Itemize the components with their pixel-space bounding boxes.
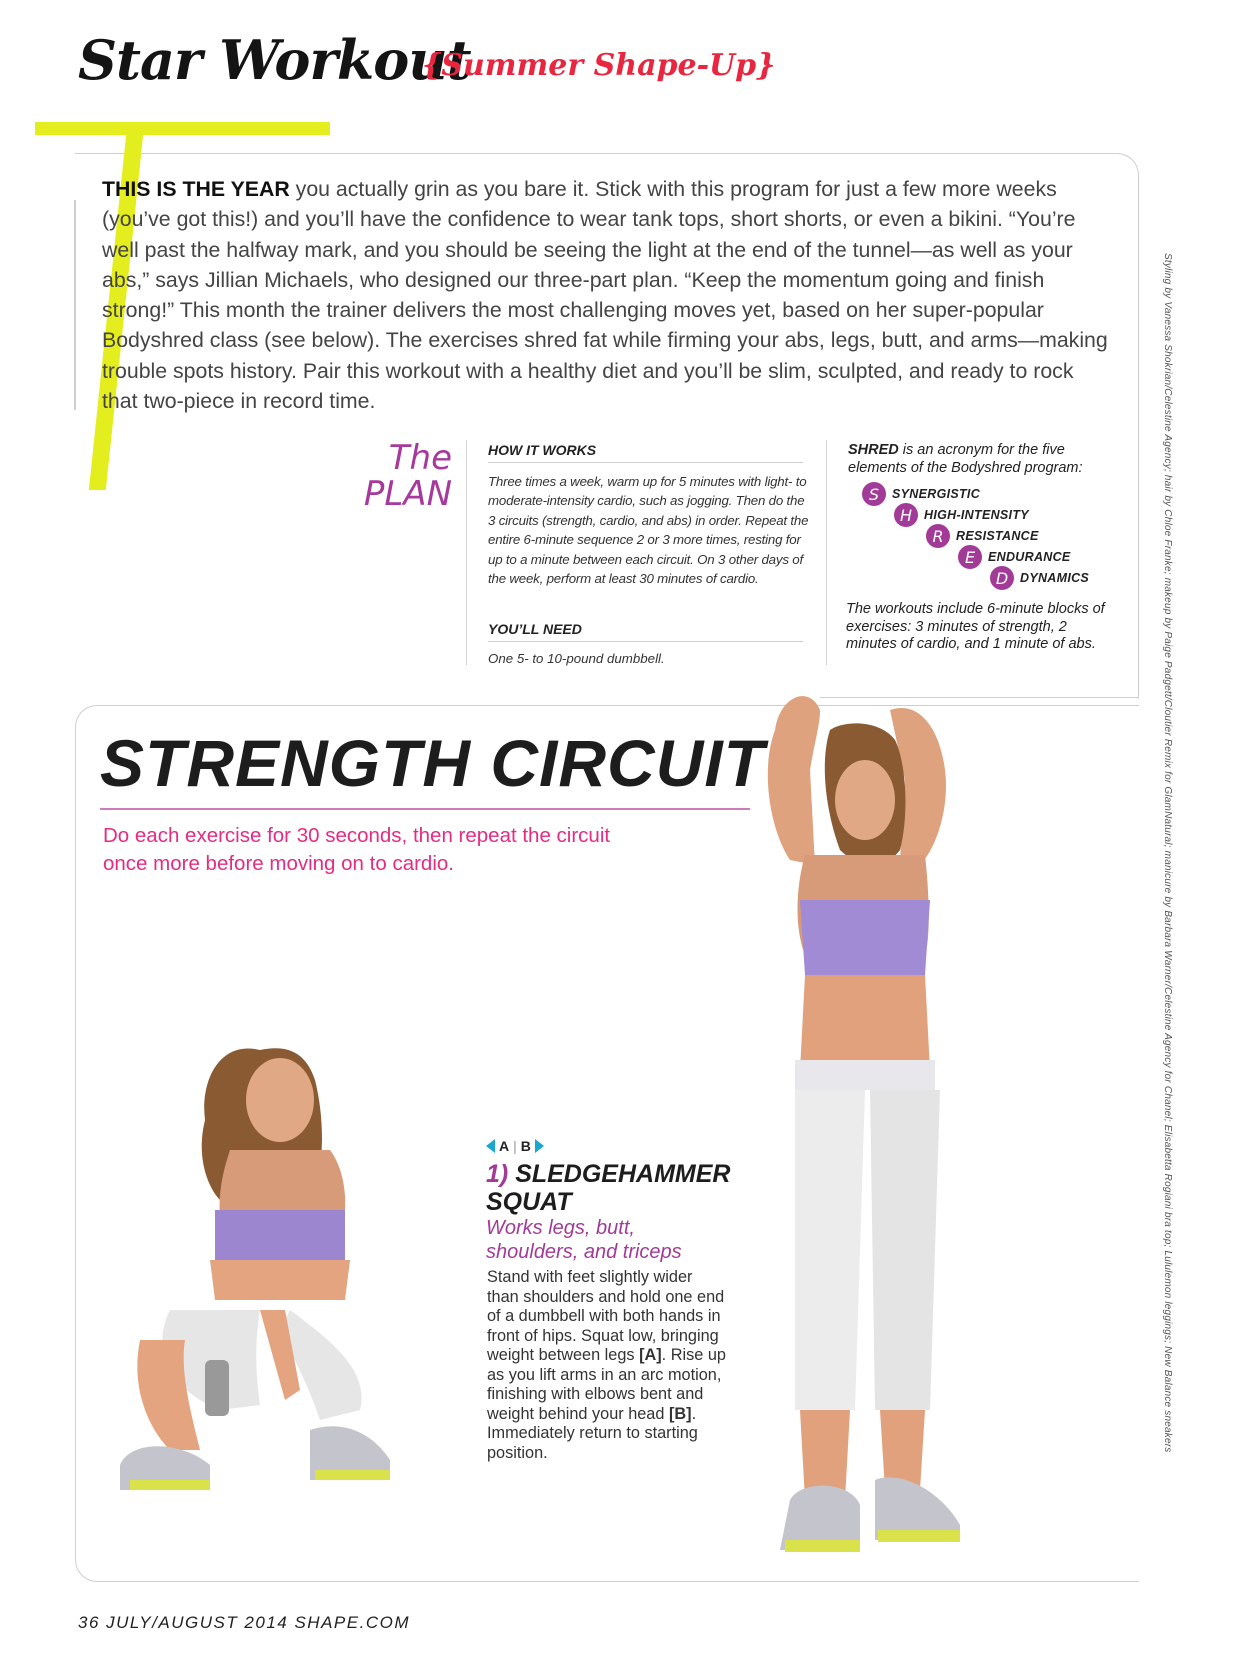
exercise-instructions [487,1268,727,1463]
exercise-body-1: Stand with feet slightly wider than shoulders and hold one end of a dumbbell with both hands in front of hips. Squat low, bringing weight between legs [487,1268,725,1364]
shred-word: SYNERGISTIC [892,487,981,501]
standing-figure [768,696,960,1552]
exercise-works: Works legs, butt, shoulders, and triceps [486,1217,682,1263]
exercise-name: SLEDGEHAMMER SQUAT [486,1160,731,1216]
exercise-number: 1) [486,1160,509,1188]
shred-acronym: SHRED [848,442,899,458]
page-title: Star Workout [78,28,471,92]
exercise-title [486,1160,746,1216]
squat-photo [110,1010,450,1540]
tag-separator: | [513,1138,517,1154]
shred-item [926,525,1039,547]
ref-b: [B] [668,1404,692,1423]
photo-credit-text: Styling by Vanessa Shokrian/Celestine Agency; hair by Chloe Franke; makeup by Paige Padgett/Cloutier Remix for GlamNatural; manicure by Barbara Warner/Celestine Agency for Chanel; Elisabetta Rogiani bra top; Lululemon leggings; New Balance sneakers [1162,253,1173,1453]
drop-cap-t-bar [35,122,330,135]
section-title: STRENGTH CIRCUIT [100,726,765,800]
squat-figure [120,1048,390,1490]
youll-need-body: One 5- to 10-pound dumbbell. [488,651,665,666]
tag-b: B [520,1138,531,1154]
shred-letter-badge: R [926,524,950,548]
how-it-works-heading: HOW IT WORKS [488,442,597,458]
tag-a: A [499,1138,510,1154]
page-footer: 36 JULY/AUGUST 2014 SHAPE.COM [78,1613,410,1632]
shred-word: ENDURANCE [988,550,1071,564]
shred-letter-badge: S [862,482,886,506]
intro-body: you actually grin as you bare it. Stick with this program for just a few more weeks (you’ve got this!) and you’ll have the confidence to wear tank tops, short shorts, or even a bikini. “You’re well past the halfway mark, and you should be seeing the light at the end of the tunnel—as well as your abs,” says Jillian Michaels, who designed our three-part plan. “Keep the momentum going and finish strong!” This month the trainer delivers the most challenging moves yet, based on her super-popular Bodyshred class (see below). The exercises shred fat while firming your abs, legs, butt, and arms—making trouble spots history. Pair this workout with a healthy diet and you’ll be slim, sculpted, and ready to rock that two-piece in record time. [102,177,1108,414]
shred-letter-badge: H [894,503,918,527]
shred-intro [848,441,1118,477]
shred-word: HIGH-INTENSITY [924,508,1029,522]
exercise-body-2: . Rise up as you lift arms in an arc motion, finishing with elbows bent and weight behind your head [487,1346,726,1423]
shred-footer: The workouts include 6-minute blocks of exercises: 3 minutes of strength, 2 minutes of cardio, and 1 minute of abs. [846,601,1105,652]
plan-title-plan: PLAN [363,474,452,514]
plan-divider [466,440,467,665]
intro-box-left-border [74,200,76,410]
shred-item [990,567,1089,589]
shred-intro-rest: is an acronym for the five elements of the Bodyshred program: [848,442,1083,476]
shred-item [894,504,1029,526]
intro-lead: THIS IS THE YEAR [102,177,290,201]
section-title-rule [100,808,750,810]
standing-photo [700,690,1050,1580]
section-lead: Do each exercise for 30 seconds, then repeat the circuit once more before moving on to cardio. [103,824,611,875]
youll-need-rule [488,641,803,642]
how-it-works-rule [488,462,803,463]
shred-word: RESISTANCE [956,529,1039,543]
shred-letter-badge: E [958,545,982,569]
shred-letter-badge: D [990,566,1014,590]
triangle-left-icon [486,1139,495,1153]
ref-a: [A] [639,1346,662,1364]
shred-word: DYNAMICS [1020,571,1090,585]
plan-title-the: The [388,438,452,478]
photo-credit [1162,253,1182,1583]
shred-item [958,546,1071,568]
shred-item [862,483,980,505]
ab-tags [486,1138,544,1154]
exercise-body-3: . Immediately return to starting position. [487,1404,698,1462]
page-subtitle: {Summer Shape-Up} [422,48,776,83]
intro-paragraph [102,174,1112,416]
triangle-right-icon [535,1139,544,1153]
youll-need-heading: YOU’LL NEED [488,621,582,637]
shred-divider [826,440,827,665]
how-it-works-body: Three times a week, warm up for 5 minutes with light- to moderate-intensity cardio, such as jogging. Then do the 3 circuits (strength, cardio, and abs) in order. Repeat the entire 6-minute sequence 2 or 3 more times, resting for up to a minute between each circuit. On 3 other days of the week, perform at least 30 minutes of cardio. [488,474,809,587]
